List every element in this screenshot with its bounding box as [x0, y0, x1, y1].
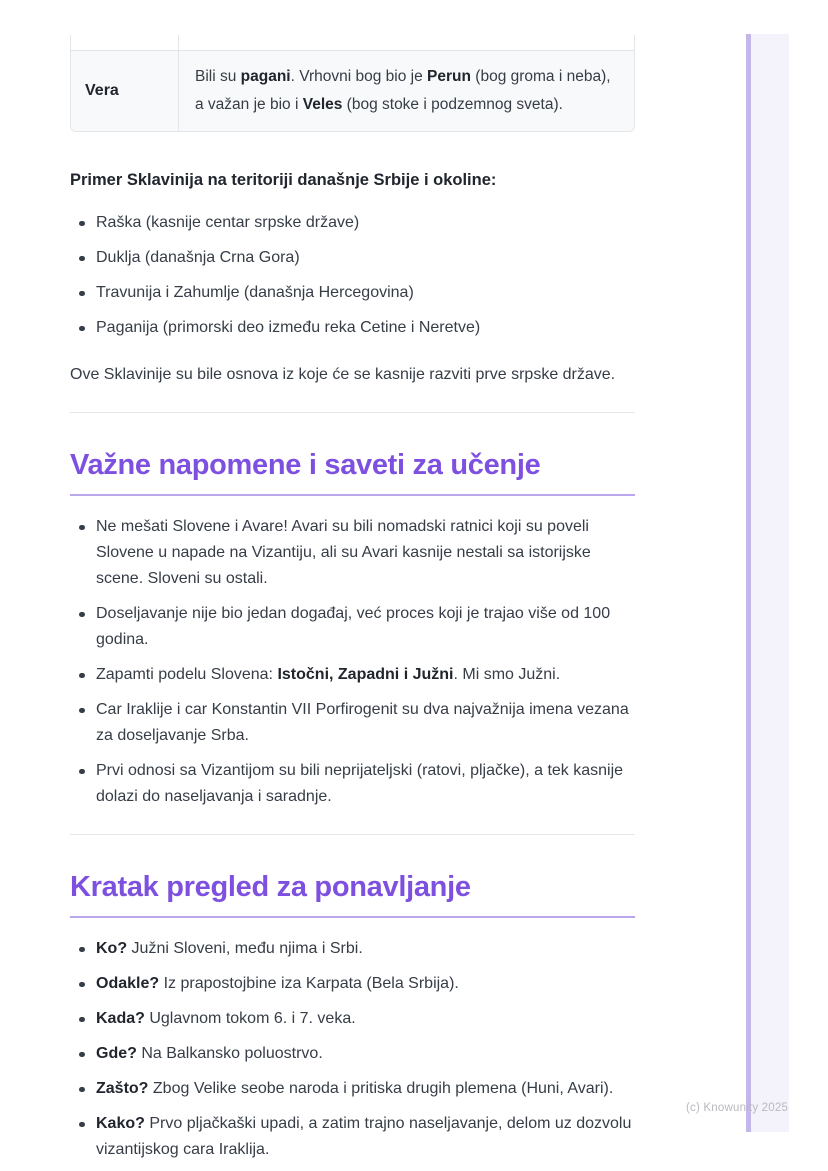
table-row-vera — [71, 50, 634, 131]
list-item: Zapamti podelu Slovena: Istočni, Zapadni i Južni. Mi smo Južni. — [70, 662, 635, 688]
table-cell-value: Bili su pagani. Vrhovni bog bio je Perun (bog groma i neba), a važan je bio i Veles (bog stoke i podzemnog sveta). — [195, 68, 611, 113]
list-item: Duklja (današnja Crna Gora) — [70, 245, 635, 271]
table-cell-label: Vera — [71, 51, 179, 131]
section2-title: Kratak pregled za ponavljanje — [70, 870, 635, 918]
list-item: Kako? Prvo pljačkaški upadi, a zatim trajno naseljavanje, delom uz dozvolu vizantijskog cara Iraklija. — [70, 1111, 635, 1163]
list-item: Odakle? Iz prapostojbine iza Karpata (Bela Srbija). — [70, 971, 635, 997]
review-list — [70, 936, 635, 1163]
next-page-edge — [746, 34, 789, 1132]
list-item: Raška (kasnije centar srpske države) — [70, 210, 635, 236]
list-item: Ko? Južni Sloveni, među njima i Srbi. — [70, 936, 635, 962]
list-item: Paganija (primorski deo između reka Cetine i Neretve) — [70, 315, 635, 341]
list-item: Car Iraklije i car Konstantin VII Porfirogenit su dva najvažnija imena vezana za doseljavanje Srba. — [70, 697, 635, 749]
page-content — [70, 0, 635, 1163]
list-item: Zašto? Zbog Velike seobe naroda i pritiska drugih plemena (Huni, Avari). — [70, 1076, 635, 1102]
intro-note: Ove Sklavinije su bile osnova iz koje će se kasnije razviti prve srpske države. — [70, 366, 616, 383]
notes-list — [70, 514, 635, 810]
list-item: Travunija i Zahumlje (današnja Hercegovina) — [70, 280, 635, 306]
list-item: Gde? Na Balkansko poluostrvo. — [70, 1041, 635, 1067]
sklavinije-list — [70, 210, 635, 341]
list-item: Kada? Uglavnom tokom 6. i 7. veka. — [70, 1006, 635, 1032]
section1-title: Važne napomene i saveti za učenje — [70, 448, 635, 496]
list-item: Ne mešati Slovene i Avare! Avari su bili nomadski ratnici koji su poveli Slovene u napade na Vizantiju, ali su Avari kasnije nestali sa istorijske scene. Sloveni su ostali. — [70, 514, 635, 592]
table-cell-label-partial — [71, 35, 179, 50]
attributes-table — [70, 35, 635, 132]
watermark: (c) Knowunity 2025 — [686, 1102, 789, 1114]
section-divider — [70, 412, 635, 413]
table-row-partial — [71, 35, 634, 50]
section-divider — [70, 834, 635, 835]
list-item: Doseljavanje nije bio jedan događaj, već proces koji je trajao više od 100 godina. — [70, 601, 635, 653]
list-item: Prvi odnosi sa Vizantijom su bili neprijateljski (ratovi, pljačke), a tek kasnije dolazi do naseljavanja i saradnje. — [70, 758, 635, 810]
intro-heading: Primer Sklavinija na teritoriji današnje Srbije i okoline: — [70, 171, 497, 189]
